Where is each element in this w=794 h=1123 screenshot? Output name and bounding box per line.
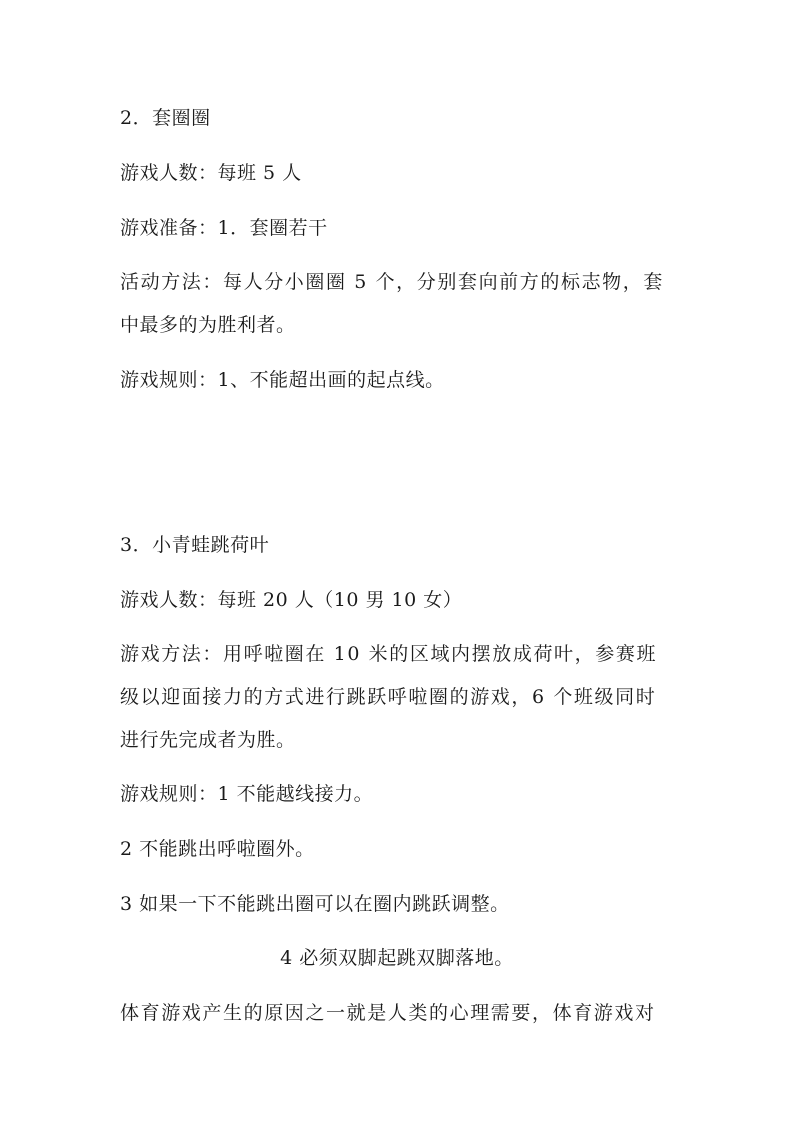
section2-players: 游戏人数：每班 5 人 — [120, 162, 302, 184]
section3-rule-4: 4 必须双脚起跳双脚落地。 — [280, 947, 514, 969]
section3-rule-2: 2 不能跳出呼啦圈外。 — [120, 838, 315, 860]
section2-title: 2．套圈圈 — [120, 107, 211, 129]
section3-rule-3: 3 如果一下不能跳出圈可以在圈内跳跃调整。 — [120, 893, 510, 915]
section3-method-line2: 级以迎面接力的方式进行跳跃呼啦圈的游戏，6 个班级同时 — [120, 686, 657, 708]
section2-rules: 游戏规则：1、不能超出画的起点线。 — [120, 369, 445, 391]
section3-method-line3: 进行先完成者为胜。 — [120, 729, 296, 751]
section3-title: 3．小青蛙跳荷叶 — [120, 534, 270, 556]
section2-prep: 游戏准备：1．套圈若干 — [120, 217, 328, 239]
section2-method-line1: 活动方法：每人分小圈圈 5 个，分别套向前方的标志物，套 — [120, 271, 664, 293]
section3-players: 游戏人数：每班 20 人（10 男 10 女） — [120, 589, 463, 611]
section2-method-line2: 中最多的为胜利者。 — [120, 314, 296, 336]
section3-method-line1: 游戏方法：用呼啦圈在 10 米的区域内摆放成荷叶，参赛班 — [120, 643, 658, 665]
closing-paragraph: 体育游戏产生的原因之一就是人类的心理需要，体育游戏对 — [120, 1002, 656, 1024]
section3-rule-1: 游戏规则：1 不能越线接力。 — [120, 783, 374, 805]
